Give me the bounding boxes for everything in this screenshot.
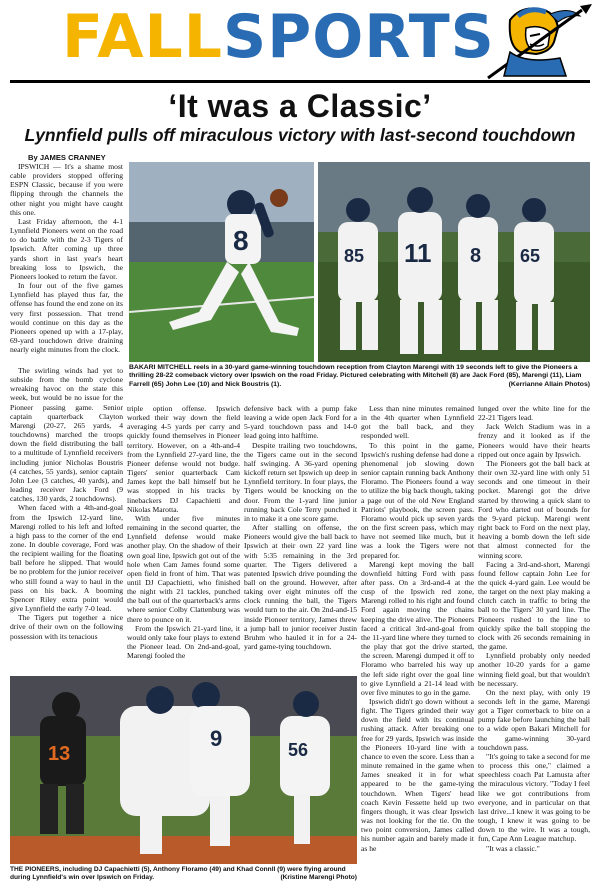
caption-text: BAKARI MITCHELL reels in a 30-yard game-winning touchdown reception from Clayton Marengi with 19 seconds left to give the Pioneers a thrilling 28-22 comeback victory over Ipswich on the road Friday. Pictured celebrating with Mitchell (8) are Jack Ford (85), Marengi (11), Liam Farrell (65) John Lee (10) and Nick Boustris (1). xyxy=(129,364,582,388)
article-paragraph: "It was a classic." xyxy=(486,843,540,853)
article-column-1-middle xyxy=(10,366,123,641)
jersey-number: 8 xyxy=(470,245,482,267)
article-paragraph: triple option offense. Ipswich worked their way down the field averaging 4-5 yards per carry and quickly found themselves in Pioneer territory. However, on a 4th-and-4 from the Lynnfield 27-yard line, the Pioneer defense would not budge. Tigers' senior quarterback Cam James kept the ball himself but he was stopped in his tracks by linebackers DJ Capachietti and Nikolas Marotta. xyxy=(127,404,240,514)
article-paragraph: Ipswich didn't go down without a fight. The Tigers grinded their way down the field with its continual rushing attack. After breaking one free for 29 yards, Ipswich was inside the Pioneers 10-yard line with a chance to even the score. Less than a minute remained in the game when James sneaked it in for what appeared to be the game-tying touchdown. When Tigers' head coach Kevin Fessette held up two fingers though, it was clear Ipswich was not looking for the tie. On the two point conversion, James called his number again and barely made it as he xyxy=(361,697,474,853)
article-paragraph: The swirling winds had yet to subside from the bomb cyclone wreaking havoc on the state this week, but would be no issue for the Pioneer passing game. Senior captain quarterback Clayton Marengi (20-27, 265 yards, 4 touchdowns) marched the troops down the field distributing the ball to a multitude of Lynnfield receivers including junior Nicholas Boustris (4 catches, 55 yards), senior captain John Lee (3 catches, 40 yards), and leading receiver Jack Ford (9 catches, 130 yards, 2 touchdowns). xyxy=(10,366,123,504)
banner-sports: SPORTS xyxy=(223,2,495,72)
article-paragraph: Marengi kept moving the ball downfield hitting Ford with pass after pass. On a 3rd-and-4 at the cusp of the Ipswich red zone, Marengi rolled to his right and found Ford again moving the chains keeping the drive alive. The Pioneers faced a critical 3rd-and-goal from the 11-yard line where they turned to the play that got the drive started, the screen. Marengi dumped it off to Floramo who barreled his way up the left side right over the goal line to give Lynnfield a 21-14 lead with over five minutes to go in the game. xyxy=(361,559,474,697)
article-paragraph: IPSWICH — It's a shame most cable providers stopped offering ESPN Classic, because if you were flipping through the channels the other night you might have caught this one. xyxy=(10,162,123,217)
article-paragraph: On the next play, with only 19 seconds left in the game, Marengi got a Tiger cornerback to bite on a pump fake before launching the ball to a wide open Bakari Mitchell for the game-winning 30-yard touchdown pass. xyxy=(478,687,590,752)
jersey-number: 13 xyxy=(48,743,71,765)
photo-credit: (Kristine Marengi Photo) xyxy=(280,874,357,881)
pioneer-mascot-icon xyxy=(470,2,598,82)
article-paragraph: "It's going to take a second for me to process this one," claimed a speechless coach Pat Lamusta after the miraculous victory. "Today I feel like we got contributions from everyone, and in particular on that last drive...I knew it was going to be tough, I knew it was going to be down to the wire. It was a tough, fun, Cape Ann League matchup. xyxy=(478,751,590,844)
top-photo-caption xyxy=(129,364,590,389)
article-column-1-top xyxy=(10,162,123,354)
banner-fall: FALL xyxy=(62,2,224,72)
photo-mitchell-catch xyxy=(129,162,314,362)
fall-sports-banner xyxy=(0,0,600,78)
banner-rule xyxy=(10,80,590,83)
jersey-number: 65 xyxy=(520,246,541,266)
article-paragraph: After stalling on offense, the Pioneers would give the ball back to Ipswich at their own 22 yard line with 5:35 remaining in the 3rd quarter. The Tigers delivered a patented Ipswich drive pounding the ball on the ground. However, after taking over eight minutes off the clock running the ball, the Tigers would turn to the air. On 2nd-and-15 inside Pioneer territory, James threw a jump ball to junior receiver Justin Bruhm who hauled it in for a 24-yard game-tying touchdown. xyxy=(244,523,357,652)
jersey-number: 11 xyxy=(404,238,432,268)
jersey-number: 56 xyxy=(288,740,309,760)
article-paragraph: Lynnfield probably only needed another 10-20 yards for a game winning field goal, but that wouldn't be necessary. xyxy=(478,651,590,688)
byline: By JAMES CRANNEY xyxy=(28,153,106,162)
subheadline: Lynnfield pulls off miraculous victory with last-second touchdown xyxy=(24,125,576,145)
photo-pioneers-tackle xyxy=(10,676,357,864)
article-paragraph: When faced with a 4th-and-goal from the Ipswich 12-yard line, Marengi rolled to his left and lofted a high pass to the corner of the end zone. In double coverage, Ford was the recipient wailing for the floating ball before he slipped. That would be no problem for the junior receiver who still found a way to haul in the pass on his back. A booming Spencer Riley extra point would give Lynnfield the early 7-0 lead. xyxy=(10,503,123,614)
photo-credit: (Kerrianne Allain Photos) xyxy=(508,380,590,388)
bottom-photo-caption xyxy=(10,866,357,882)
article-paragraph: The Pioneers got the ball back at their own 32-yard line with only 51 seconds and one timeout in their pocket. Marengi got the drive started by throwing a quick slant to Ford who darted out of bounds for the 9-yard pickup. Marengi went right back to Ford on the next play, heaving a bomb down the left side that almost connected for the winning score. xyxy=(478,458,590,560)
jersey-number: 9 xyxy=(210,726,223,751)
article-paragraph: Jack Welch Stadium was in a frenzy and it looked as if the Pioneers would have their hearts ripped out once again by Ipswich. xyxy=(478,422,590,459)
article-paragraph: Less than nine minutes remained in the 4th quarter when Lynnfield got the ball back, and they responded well. xyxy=(361,404,474,441)
caption-text: THE PIONEERS, including DJ Capachietti (5), Anthony Floramo (49) and Khad Connll (9) were flying around during Lynnfield's win over Ipswich on Friday. xyxy=(10,866,346,881)
article-column-5 xyxy=(478,404,590,853)
article-column-2 xyxy=(127,404,240,660)
article-paragraph: Facing a 3rd-and-short, Marengi found fellow captain John Lee for the quick 4-yard gain. Lee would be the target on the next play making a clutch catch in traffic to bring the ball to the Tigers' 30 yard line. The Pioneers rushed to the line to quickly spike the ball stopping the clock with 26 seconds remaining in the game. xyxy=(478,559,590,652)
article-paragraph: lunged over the white line for the 22-21 Tigers lead. xyxy=(478,404,590,423)
article-paragraph: Despite trailing two touchdowns, the Tigers came out in the second half swinging. A 36-yard opening kickoff return set Ipswich up deep in Lynnfield territory. In four plays, the Tigers would be knocking on the door. From the 1-yard line junior running back Cole Terry punched it in to make it a one score game. xyxy=(244,440,357,523)
article-paragraph: The Tigers put together a nice drive of their own on the following possession with its tenacious xyxy=(10,613,123,641)
article-paragraph: Last Friday afternoon, the 4-1 Lynnfield Pioneers went on the road to do battle with the 2-3 Tigers of Ipswich. After coming up three yards short in last year's heart breaking loss to Ipswich, the Pioneers looked to return the favor. xyxy=(10,216,123,281)
banner-title xyxy=(62,4,495,70)
article-paragraph: From the Ipswich 21-yard line, it would only take four plays to extend the Pioneer lead. On 2nd-and-goal, Marengi fooled the xyxy=(127,623,240,661)
jersey-number: 85 xyxy=(344,246,365,266)
article-column-4 xyxy=(361,404,474,853)
article-column-3 xyxy=(244,404,357,651)
article-paragraph: With under five minutes remaining in the second quarter, the Lynnfield defense would make another play. On the shadow of their own goal line, Ipswich got out of the hole when Cam James found some open field in front of him. That was until DJ Capachietti, who finished the night with 21 tackles, punched the ball out of the quarterback's arms where senior Colby Clattenburg was there to pounce on it. xyxy=(127,513,240,624)
article-paragraph: To this point in the game, Ipswich's rushing defense had done a phenomenal job slowing down senior captain running back Anthony Floramo. The Pioneers found a way to utilize the big back though, taking a page out of the old New England Patriots' playbook, the screen pass. Floramo would pick up seven yards on the first screen pass, which may have not seemed like much, but it was a look the Tigers were not prepared for. xyxy=(361,440,474,560)
photo-celebration xyxy=(318,162,590,362)
article-paragraph: defensive back with a pump fake leaving a wide open Jack Ford for a 5-yard touchdown pass and 14-0 lead going into halftime. xyxy=(244,404,357,441)
article-paragraph: In four out of the five games Lynnfield has played thus far, the offense has found the end zone on its very first possession. That trend would continue on this day as the Pioneers opened up with a 17-play, 69-yard touchdown drive draining nearly eight minutes from the clock. xyxy=(10,281,123,355)
jersey-number: 8 xyxy=(233,225,249,256)
headline: ‘It was a Classic’ xyxy=(168,88,432,124)
